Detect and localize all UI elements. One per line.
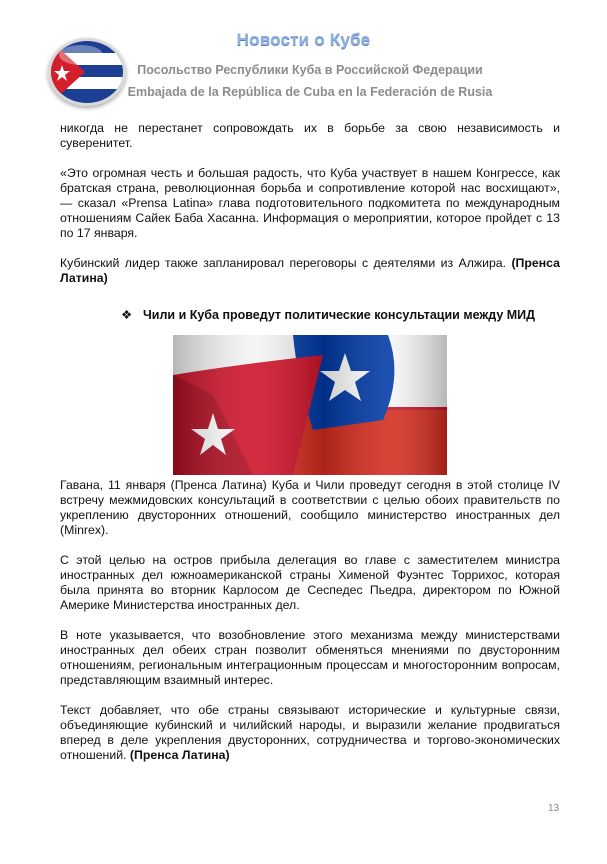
article-continuation (60, 121, 560, 286)
paragraph (60, 703, 560, 763)
paragraph-text: Кубинский лидер также запланировал переговоры с деятелями из Алжира. (60, 256, 507, 270)
paragraph: никогда не перестанет сопровождать их в борьбе за свою независимость и суверенитет. (60, 121, 560, 150)
page-number: 13 (548, 803, 560, 814)
paragraph: В ноте указывается, что возобновление этого механизма между министерствами иностранных дел обеих стран позволит обменяться мнениями по двусторонним отношениям, региональным интеграционным процессам и многосторонним вопросам, представляющим взаимный интерес. (60, 628, 560, 687)
article-heading (121, 307, 551, 322)
paragraph-text: Текст добавляет, что обе страны связывают исторические и культурные связи, объединяющие кубинский и чилийский народы, и выразили желание продвигаться вперед в деле укрепления двусторонних, сотрудничества и торгово-экономических отношений. (60, 703, 560, 762)
paragraph: «Это огромная честь и большая радость, что Куба участвует в нашем Конгрессе, как братская страна, революционная борьба и сопротивление которой нас восхищают», — сказал «Prensa Latina» глава подготовительного подкомитета по международным отношениям Сайек Баба Хасанна. Информация о мероприятии, которое пройдет с 13 по 17 января. (60, 166, 560, 240)
source-tag: (Пренса Латина) (60, 256, 560, 285)
article-body (60, 478, 560, 763)
article-heading-text: Чили и Куба проведут политические консультации между МИД (143, 308, 536, 322)
embassy-name-russian: Посольство Республики Куба в Российской Федерации (137, 63, 483, 77)
paragraph (60, 256, 560, 286)
diamond-bullet-icon: ❖ (121, 308, 133, 322)
embassy-name-spanish: Embajada de la República de Cuba en la Federación de Rusia (127, 85, 493, 99)
chile-cuba-flags-image (173, 335, 447, 475)
source-tag: (Пренса Латина) (129, 748, 230, 762)
page-title: Новости о Кубе (236, 30, 371, 49)
page-header (0, 0, 607, 110)
paragraph: Гавана, 11 января (Пренса Латина) Куба и Чили проведут сегодня в этой столице IV встречу межмидовских консультаций в соответствии с целью обоих правительств по укреплению двусторонних отношений, сообщило министерство иностранных дел (Minrex). (60, 478, 560, 537)
paragraph: С этой целью на остров прибыла делегация во главе с заместителем министра иностранных дел южноамериканской страны Хименой Фуэнтес Торрихос, которая была принята во вторник Карлосом де Сеспедес Пьедра, директором по Южной Америке Министерства иностранных дел. (60, 553, 560, 612)
